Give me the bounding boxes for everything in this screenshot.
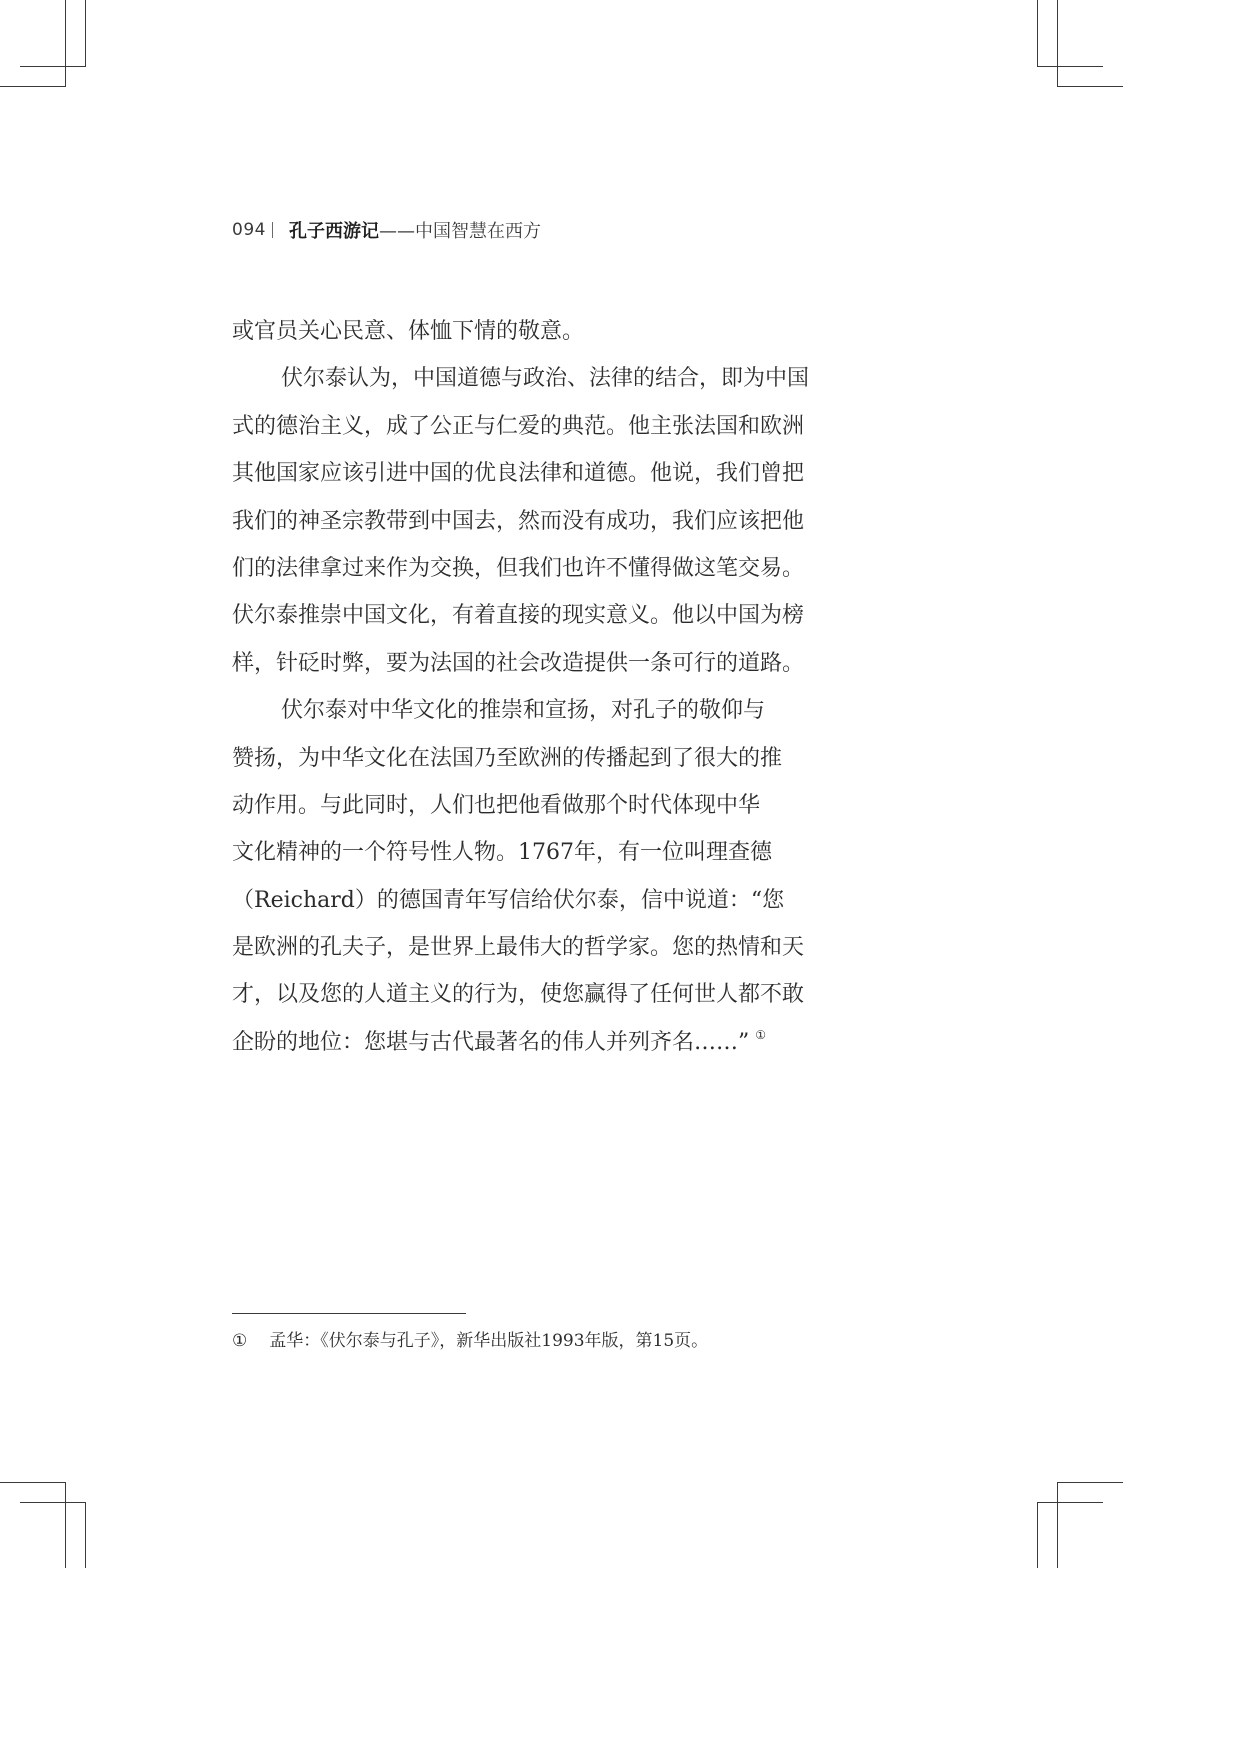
- text-line: 文化精神的一个符号性人物。1767年，有一位叫理查德: [232, 840, 772, 866]
- crop-mark-bottom-right-horizontal-outer: [1057, 1482, 1123, 1483]
- footnote-marker[interactable]: ①: [755, 1027, 767, 1042]
- book-title: 孔子西游记: [288, 221, 379, 242]
- footnote-text: 孟华：《伏尔泰与孔子》，新华出版社1993年版，第15页。: [269, 1331, 709, 1351]
- text-line: 其他国家应该引进中国的优良法律和道德。他说，我们曾把: [232, 461, 805, 487]
- crop-mark-bottom-right-vertical-outer: [1057, 1482, 1058, 1568]
- crop-mark-top-right-vertical: [1037, 0, 1038, 66]
- crop-mark-top-right-horizontal-outer: [1057, 86, 1123, 87]
- crop-mark-top-left-vertical-outer: [65, 0, 66, 87]
- crop-mark-bottom-left-vertical: [85, 1502, 86, 1568]
- page-number: 094: [232, 220, 266, 240]
- text-line: 们的法律拿过来作为交换，但我们也许不懂得做这笔交易。: [232, 555, 805, 581]
- crop-mark-bottom-left-horizontal: [20, 1502, 86, 1503]
- crop-mark-top-left-vertical: [85, 0, 86, 66]
- footnote: [232, 1326, 708, 1351]
- text-line: （Reichard）的德国青年写信给伏尔泰，信中说道：“您: [232, 887, 785, 913]
- text-line: 伏尔泰认为，中国道德与政治、法律的结合，即为中国: [281, 366, 810, 392]
- footnote-rule: [232, 1313, 466, 1314]
- body-text: [232, 308, 864, 1066]
- header-separator: [272, 222, 273, 238]
- crop-mark-top-right-vertical-outer: [1057, 0, 1058, 87]
- text-line: 企盼的地位：您堪与古代最著名的伟人并列齐名……” ①: [232, 1027, 767, 1055]
- crop-mark-bottom-left-vertical-outer: [65, 1482, 66, 1568]
- crop-mark-top-right-horizontal: [1037, 66, 1103, 67]
- crop-mark-bottom-right-vertical: [1037, 1502, 1038, 1568]
- text-line: 或官员关心民意、体恤下情的敬意。: [232, 319, 585, 344]
- crop-mark-bottom-right-horizontal: [1037, 1502, 1103, 1503]
- crop-mark-top-left-horizontal-outer: [0, 86, 66, 87]
- text-line: 样，针砭时弊，要为法国的社会改造提供一条可行的道路。: [232, 650, 805, 676]
- book-subtitle: ——中国智慧在西方: [378, 221, 541, 242]
- text-line: 是欧洲的孔夫子，是世界上最伟大的哲学家。您的热情和天: [232, 935, 805, 961]
- text-line: 赞扬，为中华文化在法国乃至欧洲的传播起到了很大的推: [232, 745, 783, 771]
- text-line: 伏尔泰推崇中国文化，有着直接的现实意义。他以中国为榜: [232, 603, 805, 629]
- text-line: 伏尔泰对中华文化的推崇和宣扬，对孔子的敬仰与: [281, 698, 766, 724]
- footnote-number: ①: [232, 1331, 248, 1351]
- running-header: [232, 216, 541, 244]
- text-line: 才，以及您的人道主义的行为，使您赢得了任何世人都不敢: [232, 982, 805, 1008]
- crop-mark-top-left-horizontal: [20, 66, 86, 67]
- text-line: 动作用。与此同时，人们也把他看做那个时代体现中华: [232, 792, 761, 818]
- text-line: 我们的神圣宗教带到中国去，然而没有成功，我们应该把他: [232, 508, 805, 534]
- crop-mark-bottom-left-horizontal-outer: [0, 1482, 66, 1483]
- text-line: 式的德治主义，成了公正与仁爱的典范。他主张法国和欧洲: [232, 413, 805, 439]
